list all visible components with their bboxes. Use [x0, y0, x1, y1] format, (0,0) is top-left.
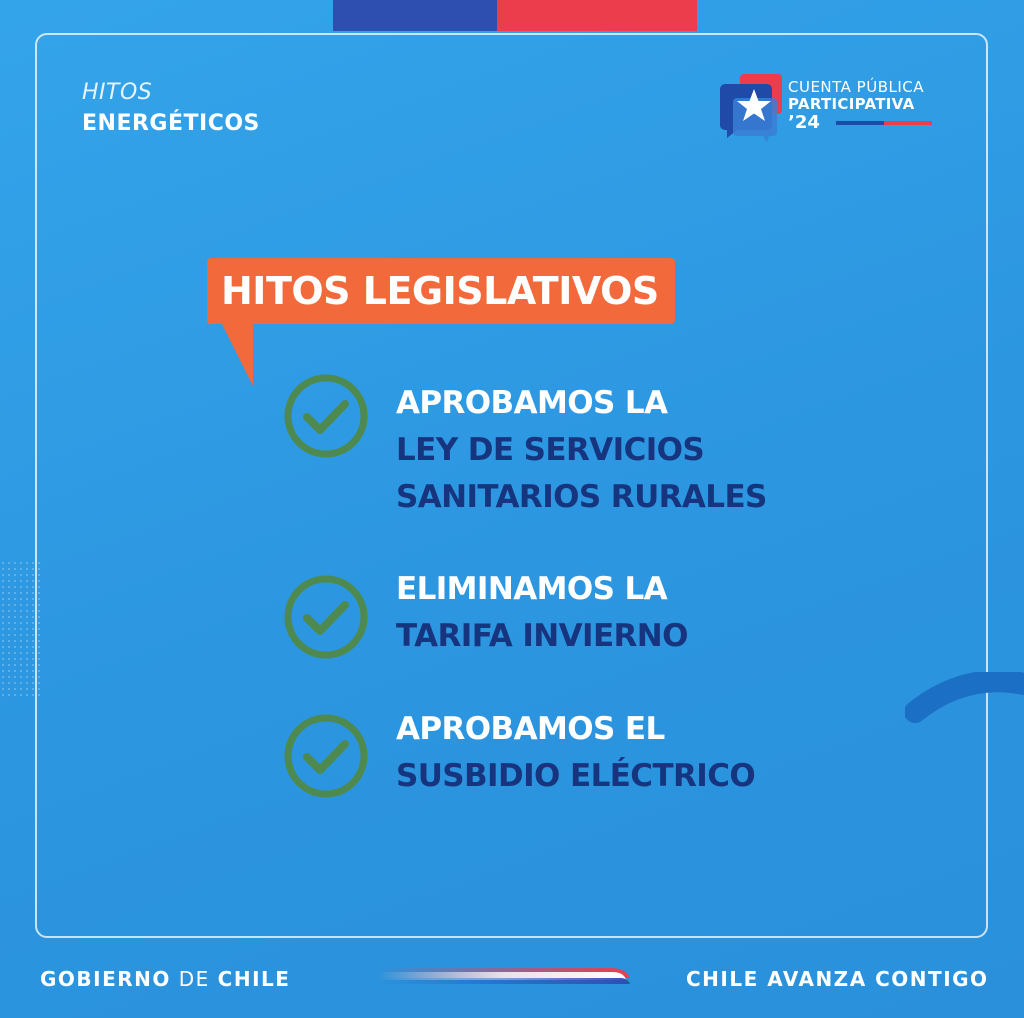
footer-word-chile: CHILE — [217, 967, 291, 991]
milestone-item-1 — [282, 372, 767, 521]
header-kicker: HITOS — [82, 80, 153, 105]
logo-stripe-blue — [836, 121, 884, 125]
footer-word-de: DE — [178, 967, 210, 991]
milestone-item-3 — [282, 712, 755, 800]
footer-government-label — [40, 967, 290, 991]
header-title: ENERGÉTICOS — [82, 111, 260, 136]
milestone-text — [396, 706, 755, 800]
milestone-line: ELIMINAMOS LA — [396, 571, 668, 607]
footer-swoosh-decoration — [378, 962, 632, 990]
footer-word-gobierno: GOBIERNO — [40, 967, 171, 991]
milestone-line: APROBAMOS LA — [396, 385, 668, 421]
speech-bubble-label: HITOS LEGISLATIVOS — [207, 258, 675, 324]
check-circle-icon — [282, 712, 370, 800]
logo-text-year: ’24 — [788, 112, 820, 133]
milestone-line: LEY DE SERVICIOS — [396, 432, 705, 468]
logo-text-line1: CUENTA PÚBLICA — [788, 78, 925, 96]
milestone-line: SUSBIDIO ELÉCTRICO — [396, 758, 756, 794]
chat-bubble-star-icon — [719, 74, 789, 144]
milestone-line: TARIFA INVIERNO — [396, 618, 688, 654]
check-circle-icon — [282, 372, 370, 460]
check-circle-icon — [282, 573, 370, 661]
speech-bubble — [207, 258, 727, 388]
logo-text-line2: PARTICIPATIVA — [788, 95, 915, 113]
decorative-arc — [905, 672, 1024, 752]
decorative-dot-pattern — [0, 560, 40, 700]
footer-slogan: CHILE AVANZA CONTIGO — [686, 967, 989, 991]
milestone-line: SANITARIOS RURALES — [396, 479, 767, 515]
milestone-item-2 — [282, 573, 688, 661]
logo-stripe-red — [884, 121, 932, 125]
top-flag-stripe-red — [497, 0, 697, 31]
milestone-line: APROBAMOS EL — [396, 711, 665, 747]
milestone-text — [396, 566, 688, 660]
top-flag-stripe-blue — [333, 0, 497, 31]
milestone-text — [396, 380, 767, 521]
